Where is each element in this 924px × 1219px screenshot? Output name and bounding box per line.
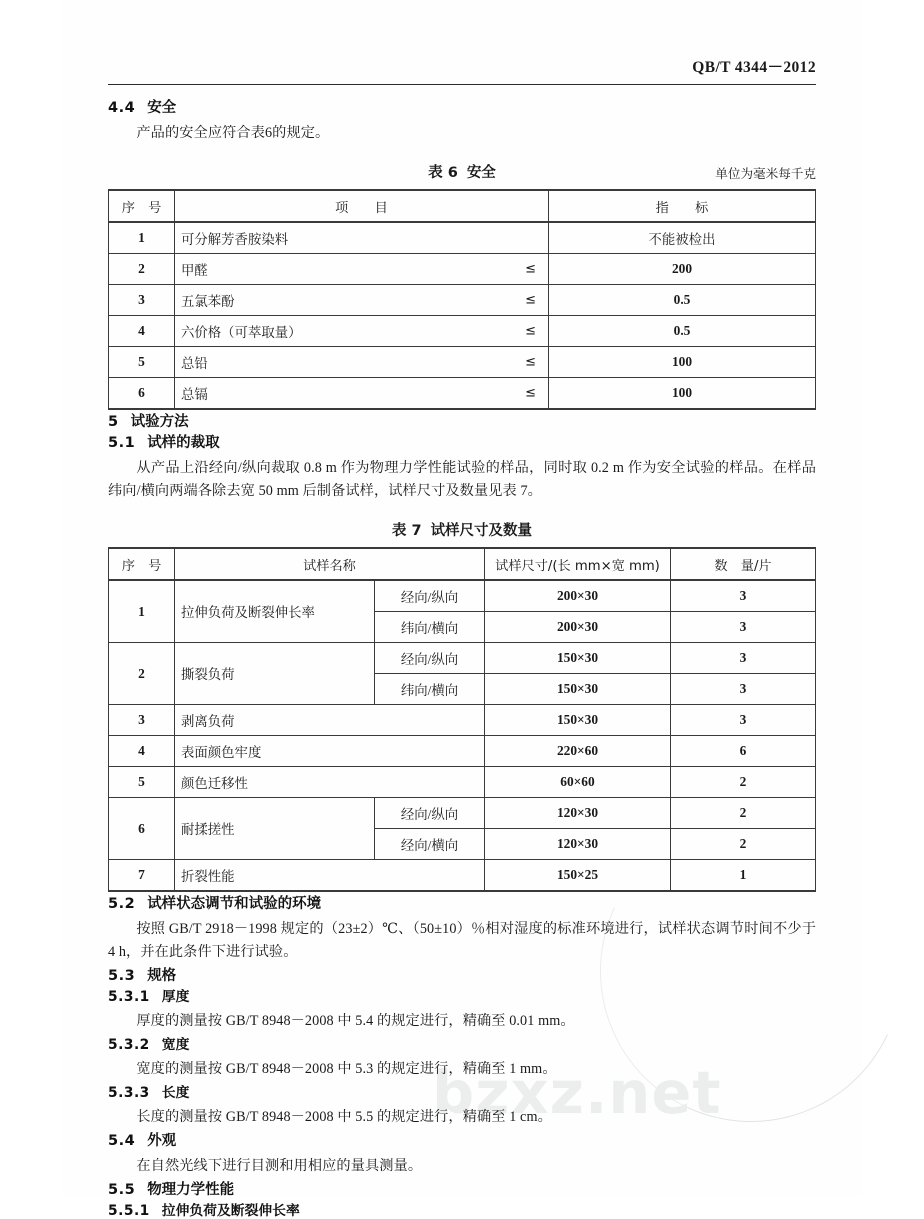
cell-qty: 1: [671, 860, 816, 892]
table7-th-size: 试样尺寸/(长 mm×宽 mm): [485, 548, 671, 580]
cell-operator: ≤: [525, 292, 536, 308]
table-row: [109, 736, 816, 767]
cell-qty: 3: [671, 674, 816, 705]
cell-name: 撕裂负荷: [175, 643, 375, 705]
standard-number: QB/T 4344－2012: [692, 59, 816, 76]
clause-title: 规格: [147, 968, 177, 984]
cell-size: 150×30: [485, 705, 671, 736]
cell-operator: ≤: [525, 261, 536, 277]
table6-caption: [108, 161, 816, 182]
table6-header-row: [109, 190, 816, 222]
cell-size: 150×25: [485, 860, 671, 892]
clause-number: 5.5.1: [108, 1203, 150, 1219]
cell-item: [175, 347, 549, 378]
table6-number: 表 6: [428, 165, 458, 181]
clause-title: 拉伸负荷及断裂伸长率: [161, 1203, 300, 1219]
cell-item-label: 六价格（可萃取量）: [181, 324, 302, 340]
clause-title: 物理力学性能: [147, 1182, 235, 1198]
table7-header-row: [109, 548, 816, 580]
heading-4-4: [108, 96, 816, 117]
table-row: [109, 222, 816, 254]
heading-5-2: [108, 892, 816, 913]
header-rule: [108, 84, 816, 85]
table6-th-seq: 序 号: [109, 190, 175, 222]
paragraph-5-3-1: 厚度的测量按 GB/T 8948－2008 中 5.4 的规定进行，精确至 0.01 mm。: [136, 1013, 575, 1029]
cell-qty: 3: [671, 705, 816, 736]
cell-seq: 5: [109, 347, 175, 378]
cell-name: 剥离负荷: [175, 705, 485, 736]
cell-index: 100: [549, 347, 816, 378]
cell-qty: 2: [671, 767, 816, 798]
cell-size: 150×30: [485, 674, 671, 705]
cell-qty: 6: [671, 736, 816, 767]
document-header: [108, 55, 816, 77]
table6-th-item: 项 目: [175, 190, 549, 222]
cell-qty: 3: [671, 580, 816, 612]
table7-caption: [108, 519, 816, 540]
table6-title: 安全: [466, 165, 496, 181]
cell-item: [175, 285, 549, 316]
cell-name: 折裂性能: [175, 860, 485, 892]
table-row: [109, 767, 816, 798]
table7-th-qty: 数 量/片: [671, 548, 816, 580]
table6-body: [109, 222, 816, 409]
clause-number: 5.3.3: [108, 1085, 150, 1101]
heading-5-3-1: [108, 985, 816, 1005]
cell-qty: 3: [671, 612, 816, 643]
cell-seq: 2: [109, 643, 175, 705]
cell-index: 200: [549, 254, 816, 285]
table7-th-seq: 序 号: [109, 548, 175, 580]
cell-direction: 经向/横向: [375, 829, 485, 860]
cell-direction: 经向/纵向: [375, 798, 485, 829]
clause-number: 5.2: [108, 896, 136, 912]
table-row: [109, 347, 816, 378]
cell-size: 220×60: [485, 736, 671, 767]
cell-name: 耐揉搓性: [175, 798, 375, 860]
cell-seq: 1: [109, 222, 175, 254]
cell-direction: 经向/纵向: [375, 643, 485, 674]
cell-index: 不能被检出: [549, 222, 816, 254]
table6-caption-text: [428, 165, 496, 181]
clause-number: 5.3.2: [108, 1037, 150, 1053]
clause-title: 长度: [161, 1085, 190, 1101]
cell-index: 100: [549, 378, 816, 410]
cell-item-label: 可分解芳香胺染料: [181, 231, 289, 247]
cell-index: 0.5: [549, 316, 816, 347]
clause-title: 外观: [147, 1133, 177, 1149]
clause-number: 5.5: [108, 1182, 136, 1198]
cell-item: [175, 378, 549, 410]
paragraph-5-1: 从产品上沿经向/纵向裁取 0.8 m 作为物理力学性能试验的样品，同时取 0.2 m 作为安全试验的样品。在样品纬向/横向两端各除去宽 50 mm 后制备试样，试样尺寸及数量见表 7。: [108, 460, 816, 499]
table7-caption-text: [392, 523, 532, 539]
table6-unit-note: 单位为毫米每千克: [715, 166, 816, 181]
cell-operator: ≤: [525, 323, 536, 339]
document-body: [108, 96, 816, 1219]
cell-item: [175, 254, 549, 285]
clause-title: 试样状态调节和试验的环境: [147, 896, 322, 912]
heading-5-5-1: [108, 1199, 816, 1219]
table-row: [109, 316, 816, 347]
cell-seq: 4: [109, 316, 175, 347]
cell-size: 120×30: [485, 798, 671, 829]
paragraph-5-3-2: 宽度的测量按 GB/T 8948－2008 中 5.3 的规定进行，精确至 1 mm。: [136, 1061, 557, 1077]
clause-title: 厚度: [161, 989, 190, 1005]
paragraph-4-4: 产品的安全应符合表6的规定。: [136, 125, 330, 141]
cell-name: 颜色迁移性: [175, 767, 485, 798]
table7-title: 试样尺寸及数量: [430, 523, 533, 539]
heading-5-5: [108, 1178, 816, 1199]
clause-title: 安全: [147, 100, 177, 116]
cell-seq: 7: [109, 860, 175, 892]
cell-size: 150×30: [485, 643, 671, 674]
cell-size: 60×60: [485, 767, 671, 798]
document-page: [62, 0, 862, 1219]
cell-size: 120×30: [485, 829, 671, 860]
cell-qty: 3: [671, 643, 816, 674]
table-row: [109, 285, 816, 316]
clause-number: 5.3.1: [108, 989, 150, 1005]
cell-seq: 4: [109, 736, 175, 767]
clause-title: 宽度: [161, 1037, 190, 1053]
table-row: [109, 580, 816, 612]
table6-head: [109, 190, 816, 222]
heading-5-3-3: [108, 1081, 816, 1101]
cell-size: 200×30: [485, 612, 671, 643]
cell-seq: 3: [109, 285, 175, 316]
cell-item-label: 五氯苯酚: [181, 293, 235, 309]
paragraph-5-3-3: 长度的测量按 GB/T 8948－2008 中 5.5 的规定进行，精确至 1 cm。: [136, 1109, 552, 1125]
table-row: [109, 860, 816, 892]
heading-5-3: [108, 964, 816, 985]
heading-5-4: [108, 1129, 816, 1150]
cell-seq: 1: [109, 580, 175, 643]
cell-seq: 6: [109, 798, 175, 860]
cell-index: 0.5: [549, 285, 816, 316]
table-row: [109, 643, 816, 674]
table7-head: [109, 548, 816, 580]
table6-th-index: 指 标: [549, 190, 816, 222]
table-row: [109, 378, 816, 410]
paragraph-5-4: 在自然光线下进行目测和用相应的量具测量。: [136, 1158, 423, 1174]
table-row: [109, 798, 816, 829]
clause-number: 5.3: [108, 968, 136, 984]
cell-operator: ≤: [525, 354, 536, 370]
cell-qty: 2: [671, 829, 816, 860]
table-7-specimen-size-quantity: [108, 547, 816, 892]
cell-name: 表面颜色牢度: [175, 736, 485, 767]
table-6-safety: [108, 189, 816, 410]
cell-qty: 2: [671, 798, 816, 829]
heading-5-1: [108, 431, 816, 452]
cell-item-label: 甲醛: [181, 262, 208, 278]
cell-direction: 纬向/横向: [375, 612, 485, 643]
clause-number: 5: [108, 414, 119, 430]
cell-item-label: 总铅: [181, 355, 208, 371]
cell-size: 200×30: [485, 580, 671, 612]
clause-title: 试验方法: [130, 414, 189, 430]
cell-operator: ≤: [525, 385, 536, 401]
table7-th-name: 试样名称: [175, 548, 485, 580]
cell-direction: 纬向/横向: [375, 674, 485, 705]
cell-seq: 5: [109, 767, 175, 798]
cell-item: [175, 316, 549, 347]
clause-number: 5.1: [108, 435, 136, 451]
clause-number: 4.4: [108, 100, 136, 116]
heading-5-3-2: [108, 1033, 816, 1053]
paragraph-5-2: 按照 GB/T 2918－1998 规定的（23±2）℃、（50±10）％相对湿度的标准环境进行，试样状态调节时间不少于 4 h，并在此条件下进行试验。: [108, 921, 816, 960]
cell-item-label: 总镉: [181, 386, 208, 402]
watermark: bzxz.net: [432, 1058, 722, 1127]
table7-body: [109, 580, 816, 891]
clause-number: 5.4: [108, 1133, 136, 1149]
table-row: [109, 254, 816, 285]
cell-seq: 2: [109, 254, 175, 285]
cell-direction: 经向/纵向: [375, 580, 485, 612]
table-row: [109, 705, 816, 736]
cell-seq: 3: [109, 705, 175, 736]
cell-item: [175, 222, 549, 254]
heading-5: [108, 410, 816, 431]
clause-title: 试样的裁取: [147, 435, 220, 451]
cell-name: 拉伸负荷及断裂伸长率: [175, 580, 375, 643]
table7-number: 表 7: [391, 523, 422, 539]
cell-seq: 6: [109, 378, 175, 410]
